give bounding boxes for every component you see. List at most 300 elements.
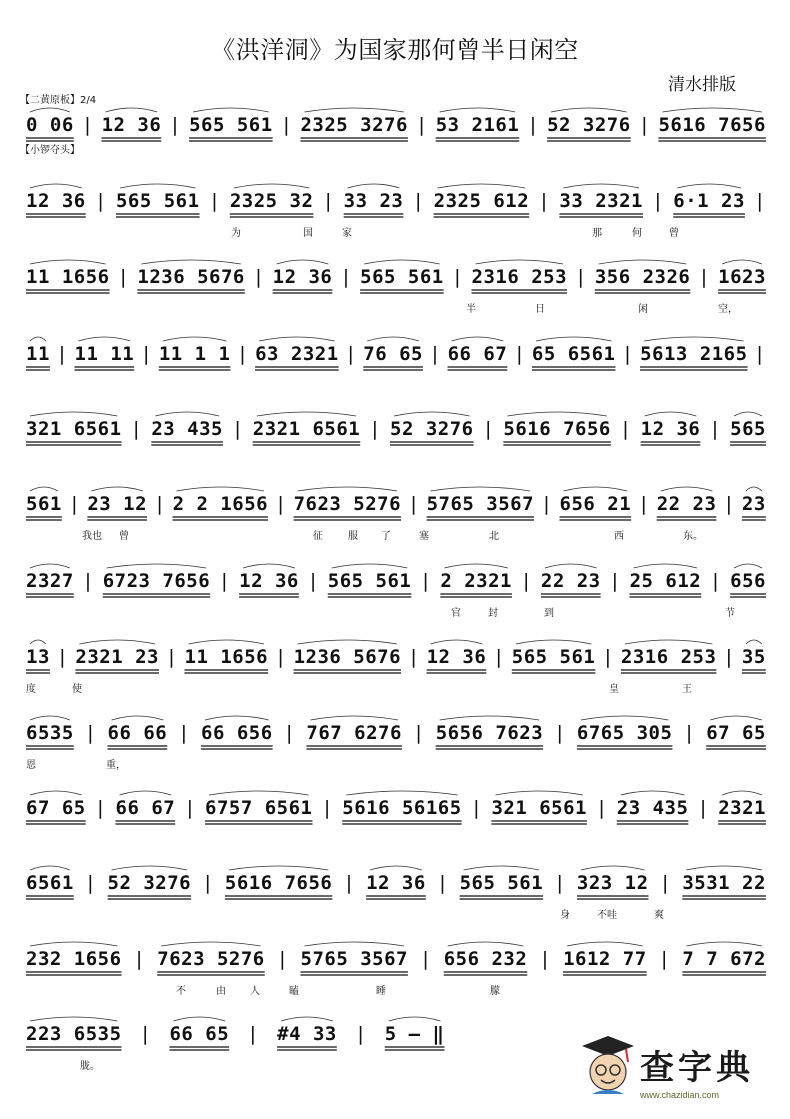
- lyric-syllable: 半: [466, 304, 476, 315]
- slur-mark: [30, 487, 58, 491]
- slur-mark: [581, 716, 669, 720]
- barline: |: [56, 646, 69, 668]
- measure-notes: 66 67: [447, 343, 508, 365]
- measure-notes: 2321 23: [75, 646, 159, 668]
- percussion-marking: 【小锣夺头】: [20, 145, 80, 156]
- measure-notes: 323 12: [576, 872, 649, 894]
- measure-notes: 356 2326: [594, 266, 691, 288]
- lyric-syllable: 曾: [669, 228, 679, 239]
- slur-mark: [686, 942, 762, 946]
- measure-notes: 2321: [718, 797, 766, 819]
- slur-mark: [298, 487, 397, 491]
- barline: |: [652, 190, 665, 212]
- measure-notes: 3531 22: [682, 872, 766, 894]
- slur-mark: [348, 184, 400, 188]
- measure-notes: 33 23: [343, 190, 404, 212]
- lyric-syllable: 恩: [26, 760, 36, 771]
- slur-mark: [621, 791, 685, 795]
- slur-mark: [364, 260, 440, 264]
- barline: |: [56, 343, 69, 365]
- measure-notes: 2 2 1656: [172, 493, 269, 515]
- measure-notes: 12 36: [272, 266, 333, 288]
- measure-notes: 12 36: [426, 646, 487, 668]
- score-row: [0, 256, 790, 326]
- measure-notes: 33 2321: [559, 190, 643, 212]
- measure-notes: 5616 7656: [658, 114, 766, 136]
- barline: |: [340, 266, 353, 288]
- slur-mark: [30, 184, 82, 188]
- barline: |: [208, 190, 221, 212]
- measure-notes: 565 561: [327, 570, 412, 592]
- barline: |: [419, 948, 432, 970]
- measure-notes: 7623 5276: [157, 948, 265, 970]
- score-row: [0, 408, 790, 478]
- measure-notes: 223 6535: [26, 1023, 122, 1045]
- lyric-syllable: 王: [682, 684, 692, 695]
- slur-mark: [30, 412, 118, 416]
- barline: |: [81, 114, 94, 136]
- slur-mark: [677, 184, 741, 188]
- barline: |: [619, 418, 632, 440]
- lyric-syllable: 征: [313, 531, 323, 542]
- beam-marks: [0, 787, 790, 857]
- barline: |: [412, 722, 425, 744]
- measure-notes: 65 6561: [531, 343, 616, 365]
- measure-notes: 656: [730, 570, 766, 592]
- score-row: [0, 712, 790, 782]
- slur-mark: [30, 564, 70, 568]
- slur-mark: [173, 1017, 225, 1021]
- measure-notes: 22 23: [656, 493, 717, 515]
- meter-marking: 【二黄原板】2/4: [20, 95, 97, 106]
- barline: |: [602, 646, 615, 668]
- barline: |: [609, 570, 622, 592]
- slur-mark: [564, 487, 628, 491]
- measure-notes: 52 3276: [547, 114, 631, 136]
- barline: |: [482, 418, 495, 440]
- slur-mark: [644, 337, 743, 341]
- measure-notes: 66 656: [201, 722, 273, 744]
- measure-notes: 7 7 672: [682, 948, 766, 970]
- beam-marks: [0, 256, 790, 326]
- measure-notes: 35: [741, 646, 766, 668]
- lyric-syllable: 睡: [376, 986, 386, 997]
- barline: |: [274, 493, 287, 515]
- lyric-syllable: 国: [303, 228, 313, 239]
- barline: |: [754, 190, 766, 212]
- barline: |: [322, 190, 335, 212]
- barline: |: [574, 266, 587, 288]
- barline: |: [218, 570, 231, 592]
- barline: |: [723, 646, 736, 668]
- measure-notes: 67 65: [26, 797, 86, 819]
- measure-notes: 22 23: [540, 570, 601, 592]
- score-row: [0, 560, 790, 630]
- lyric-syllable: 官: [451, 608, 461, 619]
- barline: |: [307, 570, 320, 592]
- slur-mark: [431, 640, 483, 644]
- slur-mark: [30, 791, 82, 795]
- barline: |: [130, 418, 143, 440]
- slur-mark: [440, 108, 516, 112]
- slur-mark: [389, 1017, 441, 1021]
- slur-mark: [120, 791, 172, 795]
- barline: |: [429, 343, 442, 365]
- slur-mark: [686, 866, 762, 870]
- slur-mark: [599, 260, 687, 264]
- barline: |: [84, 722, 97, 744]
- measure-notes: 656 21: [559, 493, 632, 515]
- lyric-syllable: 空，: [718, 304, 738, 315]
- measure-notes: 656 232: [443, 948, 528, 970]
- slur-mark: [464, 866, 540, 870]
- measure-notes: 11 1 1: [158, 343, 231, 365]
- slur-mark: [107, 564, 206, 568]
- measure-notes: 12 36: [101, 114, 162, 136]
- slur-mark: [645, 412, 697, 416]
- barline: |: [659, 872, 672, 894]
- lyric-syllable: 不: [176, 986, 186, 997]
- slur-mark: [257, 412, 356, 416]
- measure-notes: 53 2161: [435, 114, 520, 136]
- measure-notes: 6535: [26, 722, 74, 744]
- measure-notes: 1623: [718, 266, 766, 288]
- slur-mark: [120, 184, 196, 188]
- measure-notes: 6·1 23: [673, 190, 745, 212]
- measure-notes: 565 561: [459, 872, 544, 894]
- slur-mark: [581, 866, 645, 870]
- measure-notes: 767 6276: [306, 722, 402, 744]
- measure-notes: 2325 3276: [300, 114, 408, 136]
- lyric-syllable: 重，: [106, 760, 126, 771]
- barline: |: [698, 266, 711, 288]
- measure-notes: 561: [26, 493, 62, 515]
- slur-mark: [567, 942, 643, 946]
- beam-marks: [0, 180, 790, 250]
- barline: |: [117, 266, 130, 288]
- measure-notes: 23: [741, 493, 766, 515]
- slur-mark: [189, 640, 265, 644]
- barline: |: [133, 948, 146, 970]
- measure-notes: 565 561: [511, 646, 596, 668]
- measure-notes: 66 66: [107, 722, 168, 744]
- slur-mark: [545, 564, 597, 568]
- measure-notes: 1236 5676: [293, 646, 402, 668]
- lyric-syllable: 瞌: [289, 986, 299, 997]
- barline: |: [369, 418, 382, 440]
- slur-mark: [625, 640, 713, 644]
- barline: |: [407, 646, 420, 668]
- slur-mark: [155, 412, 219, 416]
- barline: |: [252, 266, 265, 288]
- slur-mark: [536, 337, 612, 341]
- slur-mark: [205, 716, 269, 720]
- lyric-syllable: 曾: [119, 531, 129, 542]
- barline: |: [354, 1023, 367, 1045]
- slur-mark: [161, 942, 260, 946]
- measure-notes: 2327: [26, 570, 74, 592]
- slur-mark: [516, 640, 592, 644]
- watermark-logo: [580, 1032, 780, 1114]
- measure-notes: 5765 3567: [426, 493, 535, 515]
- slur-mark: [79, 337, 131, 341]
- slur-mark: [234, 184, 310, 188]
- lyric-syllable: 由: [216, 986, 226, 997]
- measure-notes: 565 561: [189, 114, 273, 136]
- barline: |: [554, 872, 566, 894]
- arranger-credit: 清水排版: [668, 75, 736, 95]
- beam-marks: [0, 636, 790, 706]
- barline: |: [554, 722, 566, 744]
- slur-mark: [163, 337, 227, 341]
- slur-mark: [495, 791, 583, 795]
- barline: |: [184, 797, 197, 819]
- measure-notes: 1236 5676: [137, 266, 245, 288]
- measure-notes: 76 65: [363, 343, 423, 365]
- measure-notes: 66 67: [115, 797, 176, 819]
- barline: |: [280, 114, 293, 136]
- barline: |: [343, 872, 356, 894]
- score-row: [0, 636, 790, 706]
- slur-mark: [452, 337, 504, 341]
- lyric-syllable: 朦: [490, 986, 500, 997]
- score-row: [0, 333, 790, 403]
- lyric-syllable: 服: [348, 531, 358, 542]
- measure-notes: 11 1656: [184, 646, 269, 668]
- measure-notes: 23 12: [87, 493, 148, 515]
- measure-notes: 2 2321: [440, 570, 512, 592]
- barline: |: [527, 114, 540, 136]
- slur-mark: [662, 108, 761, 112]
- lyric-syllable: 度: [26, 684, 36, 695]
- barline: |: [638, 114, 651, 136]
- measure-notes: 2321 6561: [252, 418, 361, 440]
- slur-mark: [30, 337, 46, 341]
- measure-notes: 2325 612: [433, 190, 530, 212]
- lyric-syllable: 塞: [419, 531, 429, 542]
- beam-marks: [0, 333, 790, 403]
- beam-marks: [0, 104, 790, 174]
- measure-notes: 11 1656: [26, 266, 110, 288]
- mascot-icon: [580, 1034, 636, 1098]
- measure-notes: 63 2321: [255, 343, 339, 365]
- measure-notes: 565 561: [115, 190, 200, 212]
- slur-mark: [734, 564, 762, 568]
- lyric-syllable: 爽: [654, 910, 664, 921]
- measure-notes: 321 6561: [491, 797, 587, 819]
- measure-notes: 5656 7623: [435, 722, 544, 744]
- measure-notes: 5613 2165: [640, 343, 748, 365]
- slur-mark: [141, 260, 240, 264]
- slur-mark: [746, 487, 762, 491]
- slur-mark: [476, 260, 564, 264]
- slur-mark: [444, 564, 508, 568]
- slur-mark: [30, 716, 70, 720]
- slur-mark: [281, 1017, 333, 1021]
- lyric-syllable: 节: [725, 608, 735, 619]
- measure-notes: 565 561: [360, 266, 444, 288]
- barline: |: [637, 493, 650, 515]
- measure-notes: 2325 32: [229, 190, 314, 212]
- lyric-syllable: 皇: [609, 684, 619, 695]
- measure-notes: 2316 253: [471, 266, 568, 288]
- score-row: [0, 862, 790, 932]
- lyric-syllable: 家: [342, 228, 352, 239]
- barline: |: [165, 646, 178, 668]
- beam-marks: [0, 560, 790, 630]
- slur-mark: [346, 791, 457, 795]
- barline: |: [539, 948, 552, 970]
- barline: |: [723, 493, 736, 515]
- slur-mark: [563, 184, 639, 188]
- score-row: [0, 180, 790, 250]
- measure-notes: 6765 305: [576, 722, 673, 744]
- measure-notes: 7623 5276: [293, 493, 402, 515]
- lyric-syllable: 使: [72, 684, 82, 695]
- barline: |: [436, 872, 449, 894]
- measure-notes: 23 435: [151, 418, 223, 440]
- barline: |: [82, 570, 95, 592]
- lyric-syllable: 不哇: [597, 910, 617, 921]
- measure-notes: 23 435: [616, 797, 689, 819]
- barline: |: [231, 418, 244, 440]
- measure-notes: 11: [26, 343, 50, 365]
- lyric-syllable: 日: [535, 304, 545, 315]
- slur-mark: [30, 260, 106, 264]
- barline: |: [520, 570, 533, 592]
- measure-notes: 12 36: [239, 570, 299, 592]
- barline: |: [658, 948, 671, 970]
- measure-notes: #4 33: [277, 1023, 337, 1045]
- barline: |: [178, 722, 191, 744]
- barline: |: [139, 1023, 152, 1045]
- slur-mark: [310, 716, 398, 720]
- measure-notes: 12 36: [26, 190, 86, 212]
- slur-mark: [332, 564, 408, 568]
- slur-mark: [298, 640, 397, 644]
- slur-mark: [277, 260, 329, 264]
- lyric-syllable: 身: [560, 910, 570, 921]
- barline: |: [94, 190, 107, 212]
- barline: |: [709, 570, 722, 592]
- slur-mark: [370, 866, 422, 870]
- measure-notes: 5 – ‖: [384, 1023, 445, 1045]
- lyric-syllable: 胧。: [80, 1061, 100, 1072]
- measure-notes: 12 36: [366, 872, 426, 894]
- slur-mark: [440, 716, 539, 720]
- barline: |: [753, 343, 766, 365]
- barline: |: [169, 114, 182, 136]
- slur-mark: [431, 487, 530, 491]
- barline: |: [202, 872, 214, 894]
- barline: |: [407, 493, 420, 515]
- barline: |: [470, 797, 483, 819]
- score-title: 《洪洋洞》为国家那何曾半日闲空: [211, 36, 579, 64]
- slur-mark: [551, 108, 627, 112]
- slur-mark: [229, 866, 328, 870]
- slur-mark: [79, 640, 155, 644]
- beam-marks: [0, 483, 790, 553]
- measure-notes: 0 06: [26, 114, 74, 136]
- barline: |: [344, 343, 357, 365]
- slur-mark: [30, 866, 70, 870]
- measure-notes: 321 6561: [26, 418, 122, 440]
- barline: |: [415, 114, 428, 136]
- lyric-syllable: 何: [632, 228, 642, 239]
- barline: |: [140, 343, 153, 365]
- measure-notes: 52 3276: [107, 872, 192, 894]
- slur-mark: [710, 716, 762, 720]
- barline: |: [412, 190, 425, 212]
- lyric-syllable: 到: [544, 608, 554, 619]
- barline: |: [236, 343, 249, 365]
- lyric-syllable: 了: [381, 531, 391, 542]
- barline: |: [451, 266, 464, 288]
- slur-mark: [259, 337, 335, 341]
- lyric-syllable: 我也: [82, 531, 102, 542]
- beam-marks: [0, 862, 790, 932]
- beam-marks: [0, 938, 790, 1008]
- measure-notes: 6723 7656: [102, 570, 211, 592]
- barline: |: [153, 493, 166, 515]
- beam-marks: [0, 712, 790, 782]
- lyric-syllable: 东。: [683, 531, 703, 542]
- measure-notes: 11 11: [74, 343, 135, 365]
- barline: |: [513, 343, 526, 365]
- lyric-syllable: 西: [614, 531, 624, 542]
- measure-notes: 6757 6561: [205, 797, 313, 819]
- slur-mark: [438, 184, 526, 188]
- measure-notes: 565: [730, 418, 766, 440]
- measure-notes: 6561: [26, 872, 74, 894]
- watermark-brand: 查字典: [640, 1048, 754, 1088]
- barline: |: [247, 1023, 260, 1045]
- measure-notes: 13: [26, 646, 50, 668]
- measure-notes: 12 36: [640, 418, 701, 440]
- slur-mark: [30, 1017, 118, 1021]
- barline: |: [94, 797, 107, 819]
- barline: |: [709, 418, 722, 440]
- measure-notes: 5616 7656: [503, 418, 611, 440]
- score-row: [0, 787, 790, 857]
- slur-mark: [661, 487, 713, 491]
- measure-notes: 5616 56165: [342, 797, 462, 819]
- barline: |: [419, 570, 432, 592]
- slur-mark: [177, 487, 265, 491]
- slur-mark: [507, 412, 606, 416]
- lyric-syllable: 那: [592, 228, 602, 239]
- barline: |: [683, 722, 696, 744]
- slur-mark: [30, 640, 46, 644]
- slur-mark: [106, 108, 158, 112]
- measure-notes: 2316 253: [620, 646, 717, 668]
- slur-mark: [734, 412, 762, 416]
- slur-mark: [30, 942, 118, 946]
- barline: |: [276, 948, 289, 970]
- slur-mark: [394, 412, 470, 416]
- lyric-syllable: 人: [250, 986, 260, 997]
- slur-mark: [209, 791, 308, 795]
- measure-notes: 52 3276: [390, 418, 474, 440]
- measure-notes: 1612 77: [563, 948, 647, 970]
- measure-notes: 232 1656: [26, 948, 122, 970]
- measure-notes: 25 612: [629, 570, 702, 592]
- slur-mark: [91, 487, 143, 491]
- slur-mark: [304, 108, 403, 112]
- measure-notes: 5765 3567: [300, 948, 408, 970]
- barline: |: [84, 872, 97, 894]
- barline: |: [321, 797, 334, 819]
